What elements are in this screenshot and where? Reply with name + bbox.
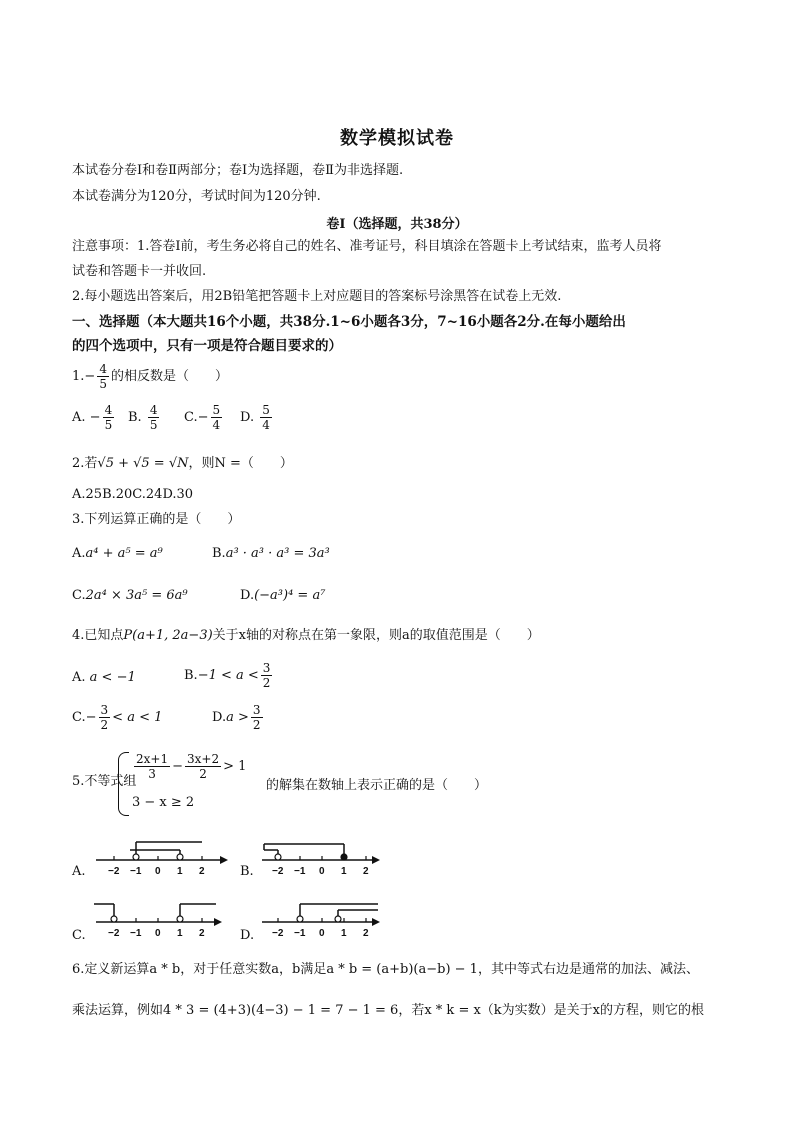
q5-frac-1-den: 3 <box>148 767 156 781</box>
q1-option-d-label: D. <box>240 410 255 425</box>
q4-option-d-label: D. <box>212 710 227 725</box>
q1-option-a-sign: − <box>89 410 101 425</box>
q5-brace <box>118 752 129 816</box>
q1-suffix: 的相反数是（ ） <box>110 369 228 384</box>
q1-option-c-den: 4 <box>212 418 221 432</box>
part-heading-1: 一、选择题（本大题共16个小题，共38分.1~6小题各3分，7~16小题各2分.在每小题给出 <box>72 314 626 330</box>
q1-option-c-sign: − <box>197 410 209 425</box>
question-6-line-1: 6.定义新运算a * b，对于任意实数a，b满足a * b = (a+b)(a−b) − 1，其中等式右边是通常的加法、减法、 <box>72 962 699 977</box>
tick-label: 2 <box>363 928 369 939</box>
q4-option-c-sign: − <box>85 710 97 725</box>
q3-option-a-expr: a⁴ + a⁵ = a⁹ <box>85 546 163 561</box>
q4-option-c-expr: < a < 1 <box>112 710 163 725</box>
notes-line-2: 试卷和答题卡一并收回. <box>72 264 207 279</box>
q5-prefix: 5.不等式组 <box>72 774 137 789</box>
tick-label: −2 <box>108 928 120 939</box>
tick-label: 0 <box>319 928 325 939</box>
q1-option-b-num: 4 <box>149 403 158 417</box>
q4-option-b-num: 3 <box>262 661 271 675</box>
q5-frac-2-den: 2 <box>199 767 207 781</box>
q4-option-d-expr: a > <box>226 710 249 725</box>
q5-number-line-a[interactable] <box>90 836 230 878</box>
q4-option-c-den: 2 <box>100 718 109 732</box>
section-heading: 卷Ⅰ（选择题，共38分） <box>326 217 468 232</box>
question-4 <box>72 628 540 644</box>
q2-options[interactable]: A.25B.20C.24D.30 <box>72 487 194 502</box>
q3-option-d-expr: (−a³)⁴ = a⁷ <box>254 588 326 603</box>
tick-label: 1 <box>177 928 183 939</box>
q3-option-d[interactable] <box>240 588 325 603</box>
q1-option-c-num: 5 <box>212 403 221 417</box>
q2-suffix: ，则N =（ ） <box>188 456 293 471</box>
q1-option-c-label: C. <box>184 410 198 425</box>
q5-frac-2-num: 3x+2 <box>187 752 220 766</box>
tick-label: −2 <box>272 866 284 877</box>
q4-option-b-den: 2 <box>262 676 271 690</box>
question-2 <box>72 456 293 472</box>
tick-label: 1 <box>341 866 347 877</box>
tick-label: −2 <box>108 866 120 877</box>
q5-number-line-d[interactable] <box>256 898 386 940</box>
q5-suffix: 的解集在数轴上表示正确的是（ ） <box>266 778 488 793</box>
q3-option-b-label: B. <box>212 546 226 561</box>
part-heading-2: 的四个选项中，只有一项是符合题目要求的） <box>72 338 342 354</box>
q5-frac-1 <box>134 752 170 781</box>
question-6-line-2: 乘法运算，例如4 * 3 = (4+3)(4−3) − 1 = 7 − 1 = 6，若x * k = x（k为实数）是关于x的方程，则它的根 <box>72 1003 705 1018</box>
q2-prefix: 2.若 <box>72 456 98 471</box>
tick-label: 2 <box>199 866 205 877</box>
q4-option-c-num: 3 <box>100 703 109 717</box>
tick-label: 0 <box>155 866 161 877</box>
q5-option-b-label[interactable]: B. <box>240 864 254 879</box>
q4-point: P(a+1, 2a−3) <box>123 628 213 643</box>
q5-inequality-2: 3 − x ≥ 2 <box>132 795 195 810</box>
q5-option-c-label[interactable]: C. <box>72 928 86 943</box>
q1-option-b[interactable] <box>128 403 161 432</box>
q1-option-a-frac <box>103 403 115 432</box>
q5-option-d-label[interactable]: D. <box>240 928 255 943</box>
notes-line-3: 2.每小题选出答案后，用2B铅笔把答题卡上对应题目的答案标号涂黑答在试卷上无效. <box>72 289 562 304</box>
q1-den: 5 <box>99 377 107 391</box>
q1-option-a[interactable] <box>72 403 116 432</box>
q3-option-a-label: A. <box>72 546 86 561</box>
q5-number-line-c[interactable] <box>90 898 230 940</box>
q4-option-c[interactable] <box>72 703 162 732</box>
q4-option-d-frac <box>251 703 263 732</box>
notes-line-1: 注意事项：1.答卷Ⅰ前，考生务必将自己的姓名、准考证号，科目填涂在答题卡上考试结束，监考人员将 <box>72 239 662 254</box>
page-title: 数学模拟试卷 <box>340 128 454 149</box>
q1-option-d-den: 4 <box>262 418 270 432</box>
q1-option-b-frac <box>148 403 160 432</box>
q1-sign: − <box>84 369 96 384</box>
q3-option-a[interactable] <box>72 546 163 561</box>
q4-option-c-label: C. <box>72 710 86 725</box>
q1-option-d-frac <box>260 403 272 432</box>
q4-option-a-label: A. <box>72 670 86 685</box>
tick-label: −1 <box>294 928 306 939</box>
q3-option-d-label: D. <box>240 588 255 603</box>
q4-option-d-den: 2 <box>252 718 261 732</box>
q1-num: 4 <box>99 362 107 376</box>
q4-option-d[interactable] <box>212 703 265 732</box>
q5-frac-1-num: 2x+1 <box>136 752 169 766</box>
q4-option-a-expr: a < −1 <box>89 670 136 685</box>
q5-ineq1-rest: > 1 <box>223 759 247 774</box>
q3-option-b-expr: a³ · a³ · a³ = 3a³ <box>225 546 330 561</box>
q1-option-a-label: A. <box>72 410 86 425</box>
tick-label: 0 <box>155 928 161 939</box>
q5-number-line-b[interactable] <box>256 836 386 878</box>
q4-option-b-frac <box>261 661 273 690</box>
q1-option-b-den: 5 <box>149 418 158 432</box>
q4-option-d-num: 3 <box>252 703 261 717</box>
q3-option-b[interactable] <box>212 546 330 561</box>
q1-option-d[interactable] <box>240 403 274 432</box>
q1-prefix: 1. <box>72 369 85 384</box>
q3-option-c[interactable] <box>72 588 188 603</box>
question-3: 3.下列运算正确的是（ ） <box>72 512 241 527</box>
intro-line-2: 本试卷满分为120分，考试时间为120分钟. <box>72 189 321 204</box>
tick-label: −2 <box>272 928 284 939</box>
tick-label: 2 <box>363 866 369 877</box>
question-1 <box>72 362 228 391</box>
q3-option-c-expr: 2a⁴ × 3a⁵ = 6a⁹ <box>85 588 188 603</box>
q1-option-d-num: 5 <box>262 403 270 417</box>
tick-label: −1 <box>130 928 142 939</box>
q4-option-b-expr: −1 < a < <box>197 668 259 683</box>
tick-label: 1 <box>177 866 183 877</box>
tick-label: −1 <box>130 866 142 877</box>
q4-suffix: 关于x轴的对称点在第一象限，则a的取值范围是（ ） <box>212 628 540 643</box>
q4-option-c-frac <box>99 703 111 732</box>
q1-option-a-num: 4 <box>104 403 113 417</box>
q1-option-a-den: 5 <box>104 418 113 432</box>
q5-option-a-label[interactable]: A. <box>72 864 86 879</box>
q1-option-c[interactable] <box>184 403 224 432</box>
q2-expression: √5 + √5 = √N <box>97 456 189 471</box>
q4-option-a[interactable] <box>72 670 136 685</box>
q5-inequality-1: $\frac{2x+1}{3}$ − $\frac{3x+2}{2}$ > 1 <box>136 752 247 781</box>
q4-option-b-label: B. <box>184 668 198 683</box>
tick-label: 1 <box>341 928 347 939</box>
tick-label: −1 <box>294 866 306 877</box>
q4-option-b[interactable] <box>184 661 274 690</box>
intro-line-1: 本试卷分卷Ⅰ和卷Ⅱ两部分；卷Ⅰ为选择题，卷Ⅱ为非选择题. <box>72 163 404 178</box>
tick-label: 2 <box>199 928 205 939</box>
q3-option-c-label: C. <box>72 588 86 603</box>
q4-prefix: 4.已知点 <box>72 628 124 643</box>
tick-label: 0 <box>319 866 325 877</box>
q1-fraction <box>97 362 109 391</box>
q5-frac-2 <box>185 752 221 781</box>
q1-option-b-label: B. <box>128 410 142 425</box>
q1-option-c-frac <box>211 403 223 432</box>
